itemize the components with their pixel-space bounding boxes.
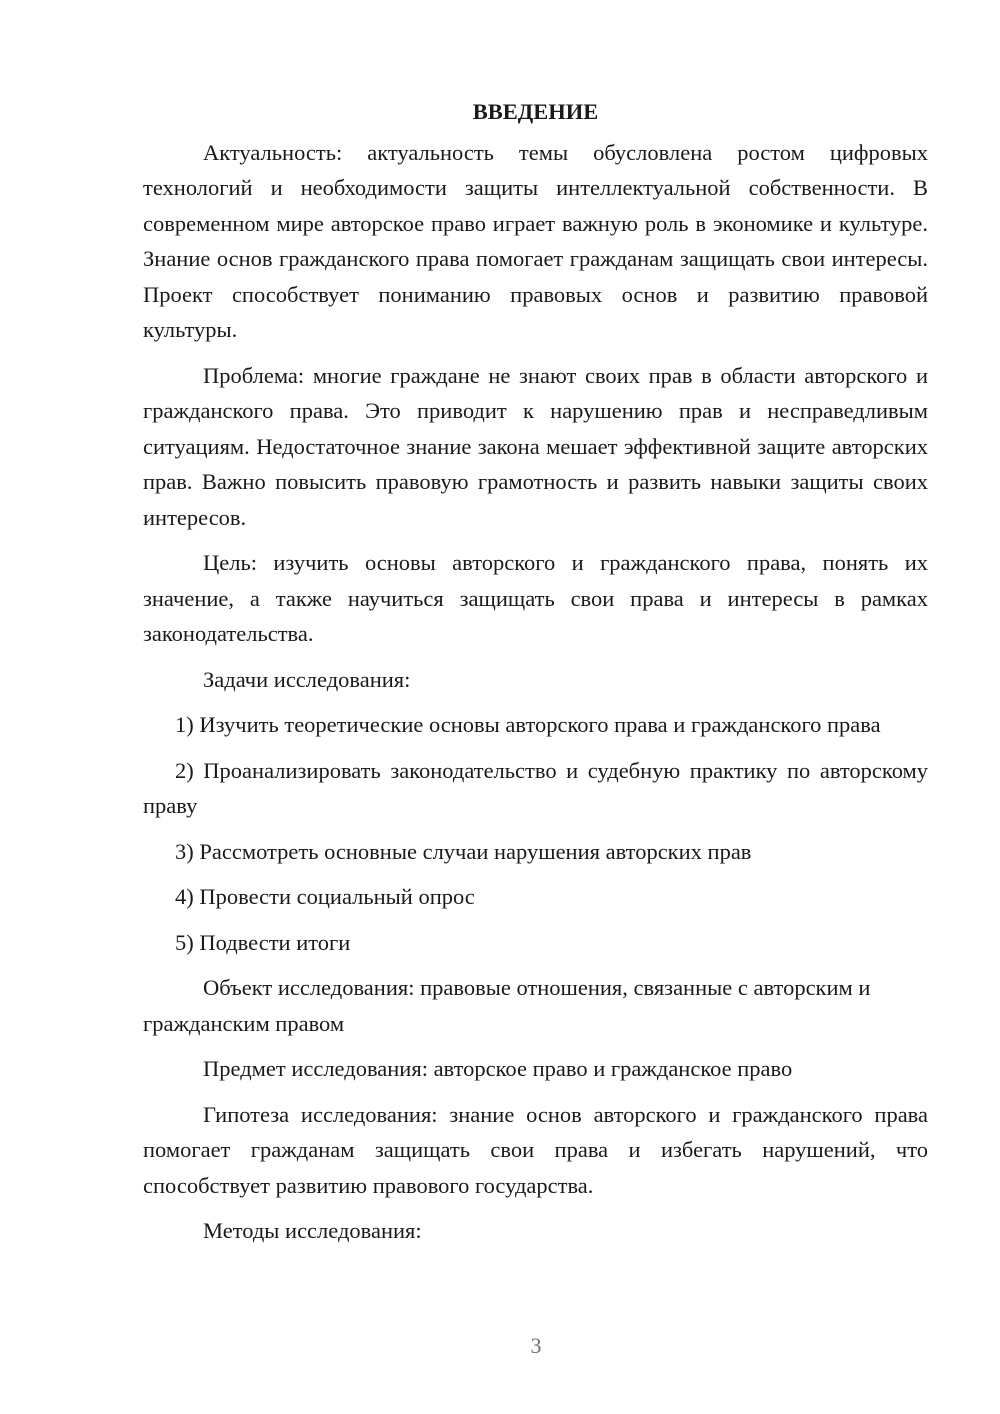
subject-paragraph: Предмет исследования: авторское право и гражданское право [203,1056,793,1081]
problem-paragraph: Проблема: многие граждане не знают своих прав в области авторского и гражданского права. Это приводит к нарушению прав и несправедливым ситуациям. Недостаточное знание закона мешает эффективной защите авторских прав. Важно повысить правовую грамотность и развить навыки защиты своих интересов. [143,362,928,530]
relevance-paragraph: Актуальность: актуальность темы обусловлена ростом цифровых технологий и необходимости защиты интеллектуальной собственности. В современном мире авторское право играет важную роль в экономике и культуре. Знание основ гражданского права помогает гражданам защищать свои интересы. Проект способствует пониманию правовых основ и развитию правовой культуры. [143,139,928,342]
hypothesis-paragraph: Гипотеза исследования: знание основ авторского и гражданского права помогает гражданам защищать свои права и избегать нарушений, что способствует развитию правового государства. [143,1101,928,1198]
goal-paragraph: Цель: изучить основы авторского и гражданского права, понять их значение, а также научиться защищать свои права и интересы в рамках законодательства. [143,550,928,646]
page-number: 3 [530,1333,542,1358]
methods-heading: Методы исследования: [203,1218,422,1243]
page-content [143,94,928,1259]
task-item-2: 2) Проанализировать законодательство и судебную практику по авторскому праву [143,757,928,818]
task-item-3: 3) Рассмотреть основные случаи нарушения авторских прав [175,838,752,864]
tasks-heading: Задачи исследования: [203,666,411,692]
task-item-4: 4) Провести социальный опрос [175,884,475,909]
object-paragraph: Объект исследования: правовые отношения, связанные с авторским и гражданским правом [143,975,871,1036]
section-title: ВВЕДЕНИЕ [472,99,599,124]
task-item-5: 5) Подвести итоги [175,929,351,955]
task-item-1: 1) Изучить теоретические основы авторского права и гражданского права [175,712,881,737]
